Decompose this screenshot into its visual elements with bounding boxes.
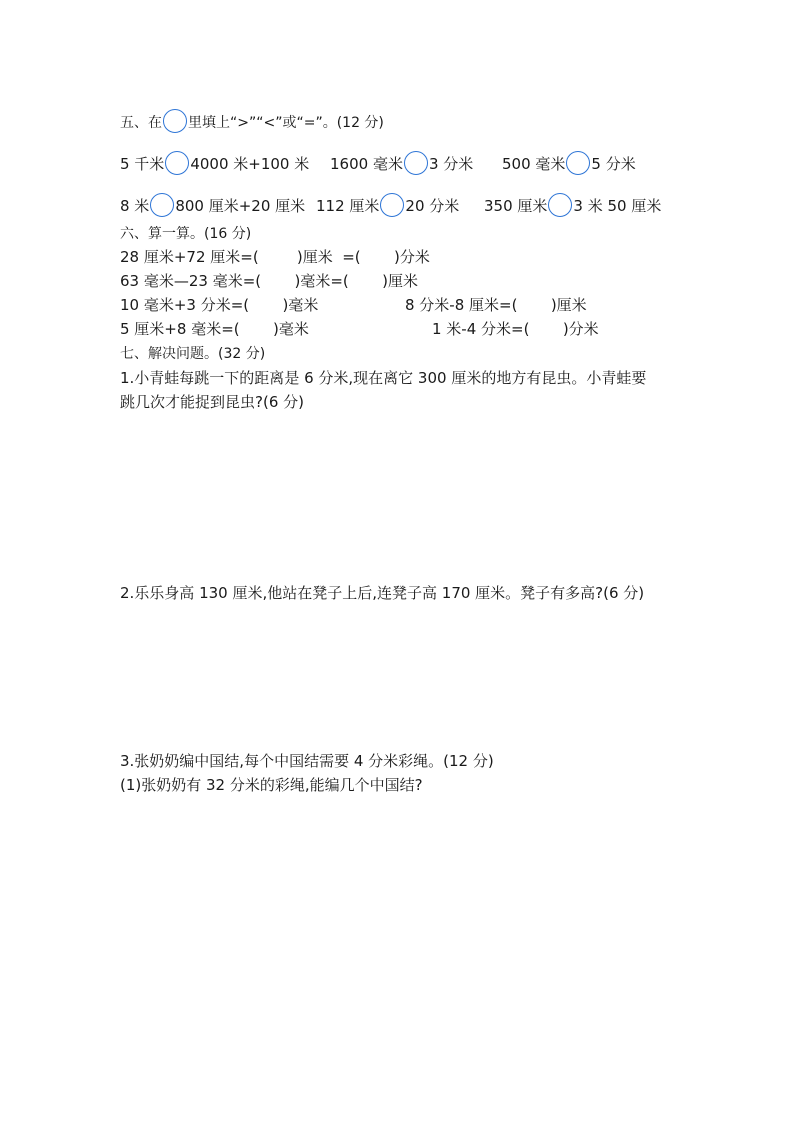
question-3: 3.张奶奶编中国结,每个中国结需要 4 分米彩绳。(12 分) [120, 752, 494, 770]
question-2: 2.乐乐身高 130 厘米,他站在凳子上后,连凳子高 170 厘米。凳子有多高?(6 分) [120, 584, 645, 602]
compare-item-1: 5 千米 4000 米+100 米 [120, 151, 309, 175]
calc-line-6: 1 米-4 分米=( )分米 [432, 320, 599, 338]
question-1-line-2: 跳几次才能捉到昆虫?(6 分) [120, 393, 304, 411]
section-6-heading: 六、算一算。(16 分) [120, 226, 252, 242]
question-3-part-1: (1)张奶奶有 32 分米的彩绳,能编几个中国结? [120, 776, 423, 794]
section-7-heading: 七、解决问题。(32 分) [120, 346, 266, 362]
compare-item-6: 350 厘米 3 米 50 厘米 [484, 193, 661, 217]
calc-line-4: 8 分米-8 厘米=( )厘米 [405, 296, 587, 314]
calc-line-2: 63 毫米—23 毫米=( )毫米=( )厘米 [120, 272, 419, 290]
section-5-heading: 五、在 里填上“>”“<”或“=”。(12 分) [120, 109, 384, 133]
question-1-line-1: 1.小青蛙每跳一下的距离是 6 分米,现在离它 300 厘米的地方有昆虫。小青蛙要 [120, 369, 647, 387]
calc-line-5: 5 厘米+8 毫米=( )毫米 [120, 320, 309, 338]
compare-item-2: 1600 毫米 3 分米 [330, 151, 473, 175]
calc-line-1: 28 厘米+72 厘米=( )厘米 =( )分米 [120, 248, 430, 266]
comparison-blank[interactable] [404, 151, 428, 175]
comparison-blank[interactable] [150, 193, 174, 217]
compare-item-3: 500 毫米 5 分米 [502, 151, 636, 175]
compare-item-4: 8 米 800 厘米+20 厘米 [120, 193, 305, 217]
comparison-blank-example [163, 109, 187, 133]
comparison-blank[interactable] [566, 151, 590, 175]
comparison-blank[interactable] [380, 193, 404, 217]
compare-item-5: 112 厘米 20 分米 [316, 193, 459, 217]
calc-line-3: 10 毫米+3 分米=( )毫米 [120, 296, 319, 314]
comparison-blank[interactable] [548, 193, 572, 217]
comparison-blank[interactable] [165, 151, 189, 175]
